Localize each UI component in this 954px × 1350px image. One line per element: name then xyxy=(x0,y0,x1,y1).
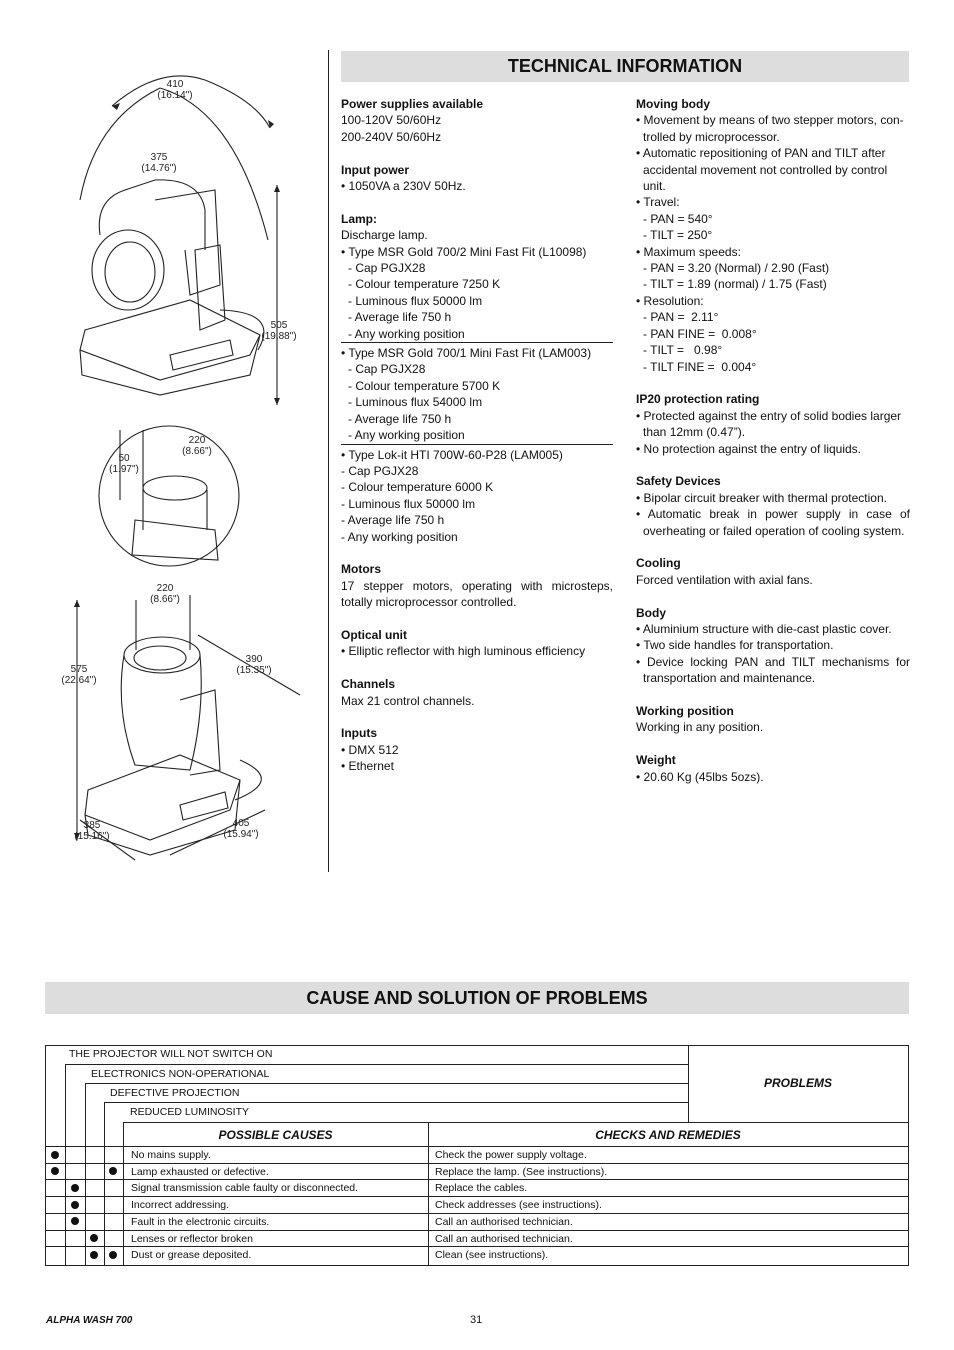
section-heading: Cooling xyxy=(636,556,681,571)
dimension-375: 375 (14.76") xyxy=(141,152,177,174)
technical-information-heading: TECHNICAL INFORMATION xyxy=(341,51,909,82)
lamp-spec: - Average life 750 h xyxy=(348,310,452,325)
spec-line: - TILT = 0.98° xyxy=(643,343,723,358)
possible-causes-header: POSSIBLE CAUSES xyxy=(218,1128,333,1142)
page-number: 31 xyxy=(470,1314,483,1326)
bullet-item: • Elliptic reflector with high luminous efficiency xyxy=(341,643,613,659)
row-rule xyxy=(46,1213,908,1214)
working-text: Working in any position. xyxy=(636,720,764,735)
dimension-220-bottom: 220 (8.66") xyxy=(150,583,180,605)
rule xyxy=(85,1083,86,1266)
bullet-item: • 1050VA a 230V 50Hz. xyxy=(341,178,613,194)
motors-text: 17 stepper motors, operating with microsteps, totally microprocessor controlled. xyxy=(341,578,613,610)
bullet-item: • Ethernet xyxy=(341,758,613,774)
moving-body-section xyxy=(636,96,910,375)
checks-remedies-header: CHECKS AND REMEDIES xyxy=(595,1128,741,1142)
column-divider xyxy=(328,50,329,872)
lamp-spec: - Any working position xyxy=(348,428,465,443)
symptom-mark-dot xyxy=(71,1201,79,1209)
rule xyxy=(104,1102,105,1266)
lamp-spec: - Colour temperature 5700 K xyxy=(348,378,501,393)
power-supplies-section xyxy=(341,96,613,145)
lamp-divider xyxy=(341,342,613,344)
section-heading: Optical unit xyxy=(341,627,407,642)
cause-cell: Lamp exhausted or defective. xyxy=(131,1165,269,1178)
symptom-label: REDUCED LUMINOSITY xyxy=(130,1106,250,1118)
lamp-spec: - Luminous flux 54000 lm xyxy=(348,395,483,410)
bullet-item: • Protected against the entry of solid bodies larger than 12mm (0.47”). xyxy=(636,408,910,441)
tech-column-right xyxy=(636,96,910,801)
section-heading: IP20 protection rating xyxy=(636,392,760,407)
footer-product-name: ALPHA WASH 700 xyxy=(46,1315,133,1326)
section-heading: Channels xyxy=(341,677,396,692)
rule xyxy=(123,1122,124,1266)
lamp-spec: - Luminous flux 50000 lm xyxy=(348,293,483,308)
symptom-mark-dot xyxy=(109,1251,117,1259)
lamp-section xyxy=(341,211,613,545)
lamp-intro: Discharge lamp. xyxy=(341,228,428,243)
bullet-item: • 20.60 Kg (45lbs 5ozs). xyxy=(636,769,910,785)
cooling-text: Forced ventilation with axial fans. xyxy=(636,572,813,587)
motors-section xyxy=(341,561,613,610)
dimension-50: 50 (1.97") xyxy=(109,453,139,475)
input-power-section xyxy=(341,162,613,195)
check-cell: Call an authorised technician. xyxy=(435,1232,573,1245)
symptom-mark-dot xyxy=(71,1184,79,1192)
bullet-item: • DMX 512 xyxy=(341,742,613,758)
inputs-section xyxy=(341,725,613,774)
lamp-spec: - Cap PGJX28 xyxy=(348,362,426,377)
bullet-item: • Bipolar circuit breaker with thermal protection. xyxy=(636,490,910,506)
symptom-mark-dot xyxy=(71,1217,79,1225)
rule xyxy=(65,1064,66,1266)
bullet-item: • Automatic break in power supply in case of overheating or failed operation of cooling system. xyxy=(636,506,910,539)
section-heading: Power supplies available xyxy=(341,97,484,111)
spec-line: - TILT = 1.89 (normal) / 1.75 (Fast) xyxy=(643,277,827,292)
weight-section xyxy=(636,752,910,785)
spec-line: - TILT FINE = 0.004° xyxy=(643,359,757,374)
lamp-spec: - Average life 750 h xyxy=(341,513,445,528)
dimension-575: 575 (22.64") xyxy=(61,664,97,686)
dimension-505: 505 (19.88") xyxy=(261,320,297,342)
cause-solution-heading: CAUSE AND SOLUTION OF PROBLEMS xyxy=(45,982,909,1014)
lamp-spec: - Colour temperature 7250 K xyxy=(348,277,501,292)
lamp-type-1: • Type MSR Gold 700/2 Mini Fast Fit (L10098) xyxy=(341,244,613,260)
lamp-spec: - Any working position xyxy=(341,529,458,544)
power-line: 100-120V 50/60Hz xyxy=(341,113,442,128)
bullet-item: • Automatic repositioning of PAN and TILT after accidental movement not controlled by control unit. xyxy=(636,145,910,194)
bullet-item: • Resolution: xyxy=(636,293,910,309)
symptom-label: THE PROJECTOR WILL NOT SWITCH ON xyxy=(69,1048,273,1060)
lamp-spec: - Any working position xyxy=(348,326,465,341)
symptom-mark-dot xyxy=(90,1251,98,1259)
symptom-mark-dot xyxy=(51,1151,59,1159)
section-heading: Input power xyxy=(341,162,409,177)
spec-line: - PAN = 3.20 (Normal) / 2.90 (Fast) xyxy=(643,261,830,276)
power-line: 200-240V 50/60Hz xyxy=(341,129,442,144)
section-heading: Moving body xyxy=(636,97,710,111)
symptom-label: DEFECTIVE PROJECTION xyxy=(110,1087,240,1099)
cause-cell: Incorrect addressing. xyxy=(131,1199,230,1212)
section-heading: Safety Devices xyxy=(636,474,721,489)
cooling-section xyxy=(636,555,910,588)
lamp-spec: - Cap PGJX28 xyxy=(348,261,426,276)
cause-cell: Fault in the electronic circuits. xyxy=(131,1215,270,1228)
spec-line: - PAN = 540° xyxy=(643,211,713,226)
cause-cell: Lenses or reflector broken xyxy=(131,1232,253,1245)
channels-section xyxy=(341,676,613,709)
section-heading: Lamp: xyxy=(341,211,377,226)
lamp-spec: - Colour temperature 6000 K xyxy=(341,480,494,495)
problems-header: PROBLEMS xyxy=(763,1076,832,1090)
lamp-type-3: • Type Lok-it HTI 700W-60-P28 (LAM005) xyxy=(341,447,613,463)
spec-line: - PAN = 2.11° xyxy=(643,310,719,325)
lamp-spec: - Average life 750 h xyxy=(348,411,452,426)
channels-text: Max 21 control channels. xyxy=(341,693,475,708)
check-cell: Call an authorised technician. xyxy=(435,1215,573,1228)
section-heading: Working position xyxy=(636,703,734,718)
symptom-label: ELECTRONICS NON-OPERATIONAL xyxy=(91,1068,270,1080)
section-heading: Body xyxy=(636,605,666,620)
spec-line: - TILT = 250° xyxy=(643,228,713,243)
check-cell: Clean (see instructions). xyxy=(435,1249,549,1262)
bullet-item: • No protection against the entry of liquids. xyxy=(636,441,910,457)
rule xyxy=(46,1146,908,1147)
row-rule xyxy=(46,1246,908,1247)
lamp-spec: - Cap PGJX28 xyxy=(341,463,419,478)
bullet-item: • Movement by means of two stepper motors, con-trolled by microprocessor. xyxy=(636,112,910,145)
row-rule xyxy=(46,1163,908,1164)
bullet-item: • Aluminium structure with die-cast plastic cover. xyxy=(636,621,910,637)
bullet-item: • Maximum speeds: xyxy=(636,244,910,260)
section-heading: Weight xyxy=(636,753,676,768)
problems-table xyxy=(45,1045,909,1266)
bullet-item: • Travel: xyxy=(636,194,910,210)
check-cell: Replace the lamp. (See instructions). xyxy=(435,1165,608,1178)
row-rule xyxy=(46,1230,908,1231)
symptom-mark-dot xyxy=(90,1234,98,1242)
bullet-item: • Device locking PAN and TILT mechanisms for transportation and maintenance. xyxy=(636,654,910,687)
fixture-dimension-drawings xyxy=(40,50,320,870)
rule xyxy=(428,1122,429,1266)
section-heading: Inputs xyxy=(341,726,377,741)
tech-column-left xyxy=(341,96,613,791)
cause-cell: No mains supply. xyxy=(131,1149,211,1161)
row-rule xyxy=(46,1196,908,1197)
spec-line: - PAN FINE = 0.008° xyxy=(643,326,757,341)
section-heading: Motors xyxy=(341,562,381,577)
bullet-item: • Two side handles for transportation. xyxy=(636,637,910,653)
safety-devices-section xyxy=(636,473,910,539)
optical-unit-section xyxy=(341,627,613,660)
body-section xyxy=(636,605,910,687)
cause-cell: Signal transmission cable faulty or disconnected. xyxy=(131,1182,359,1195)
check-cell: Check addresses (see instructions). xyxy=(435,1199,602,1212)
ip20-section xyxy=(636,391,910,457)
check-cell: Check the power supply voltage. xyxy=(435,1149,587,1161)
row-rule xyxy=(46,1179,908,1180)
rule xyxy=(104,1102,688,1103)
working-position-section xyxy=(636,703,910,736)
symptom-mark-dot xyxy=(51,1167,59,1175)
check-cell: Replace the cables. xyxy=(435,1182,528,1195)
dimension-220-top: 220 (8.66") xyxy=(182,435,212,457)
rule xyxy=(85,1083,688,1084)
rule xyxy=(123,1122,908,1123)
dimension-390: 390 (15.35") xyxy=(236,654,272,676)
dimension-385: 385 (15.16") xyxy=(74,820,110,842)
symptom-mark-dot xyxy=(109,1167,117,1175)
dimension-405: 405 (15.94") xyxy=(223,818,259,840)
lamp-type-2: • Type MSR Gold 700/1 Mini Fast Fit (LAM003) xyxy=(341,345,613,361)
cause-cell: Dust or grease deposited. xyxy=(131,1249,252,1262)
rule xyxy=(65,1064,688,1065)
lamp-spec: - Luminous flux 50000 lm xyxy=(341,496,476,511)
dimension-410: 410 (16.14") xyxy=(157,79,193,101)
lamp-divider xyxy=(341,444,613,446)
